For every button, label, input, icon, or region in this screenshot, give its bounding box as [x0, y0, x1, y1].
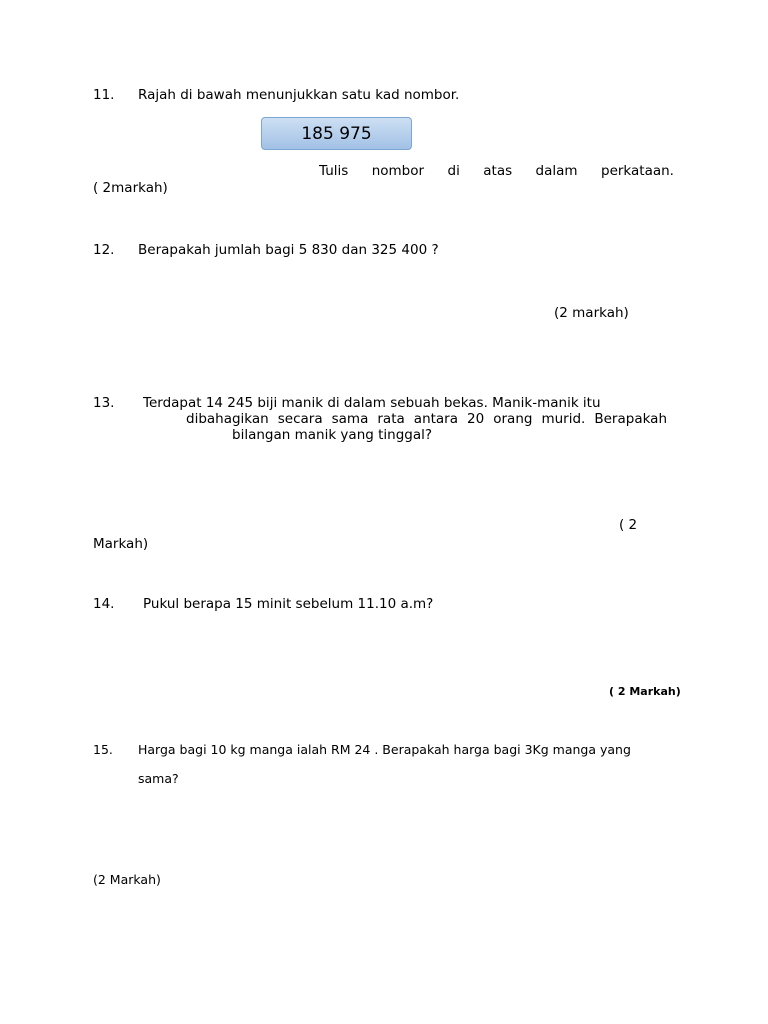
q13-line1: Terdapat 14 245 biji manik di dalam sebuah bekas. Manik-manik itu — [143, 395, 601, 411]
q11-text: Rajah di bawah menunjukkan satu kad nombor. — [138, 87, 460, 103]
q13-number: 13. — [93, 395, 115, 411]
q11-instruction-word: nombor — [371, 163, 425, 179]
q12-marks: (2 markah) — [554, 305, 629, 321]
q13-line2: dibahagikan secara sama rata antara 20 orang murid. Berapakah — [186, 411, 667, 427]
q14-text: Pukul berapa 15 minit sebelum 11.10 a.m? — [143, 596, 434, 612]
number-card: 185 975 — [261, 117, 412, 150]
q11-instruction-word: perkataan. — [601, 163, 674, 179]
q13-marks-cont: Markah) — [93, 536, 149, 552]
q14-marks: ( 2 Markah) — [609, 685, 681, 698]
q12-number: 12. — [93, 242, 115, 258]
q11-marks: ( 2markah) — [93, 180, 168, 196]
q11-instruction-word: di — [447, 163, 460, 179]
q15-marks: (2 Markah) — [93, 872, 161, 887]
q11-instruction — [319, 163, 674, 179]
q11-number: 11. — [93, 87, 115, 103]
q11-instruction-word: dalam — [535, 163, 578, 179]
q12-text: Berapakah jumlah bagi 5 830 dan 325 400 ? — [138, 242, 439, 258]
q13-line3: bilangan manik yang tinggal? — [232, 427, 433, 443]
q14-number: 14. — [93, 596, 115, 612]
q11-instruction-word: Tulis — [319, 163, 349, 179]
q15-line2: sama? — [138, 771, 179, 786]
q15-number: 15. — [93, 742, 113, 757]
q13-marks: ( 2 — [619, 517, 638, 533]
q11-instruction-word: atas — [483, 163, 513, 179]
q15-line1: Harga bagi 10 kg manga ialah RM 24 . Berapakah harga bagi 3Kg manga yang — [138, 742, 631, 757]
